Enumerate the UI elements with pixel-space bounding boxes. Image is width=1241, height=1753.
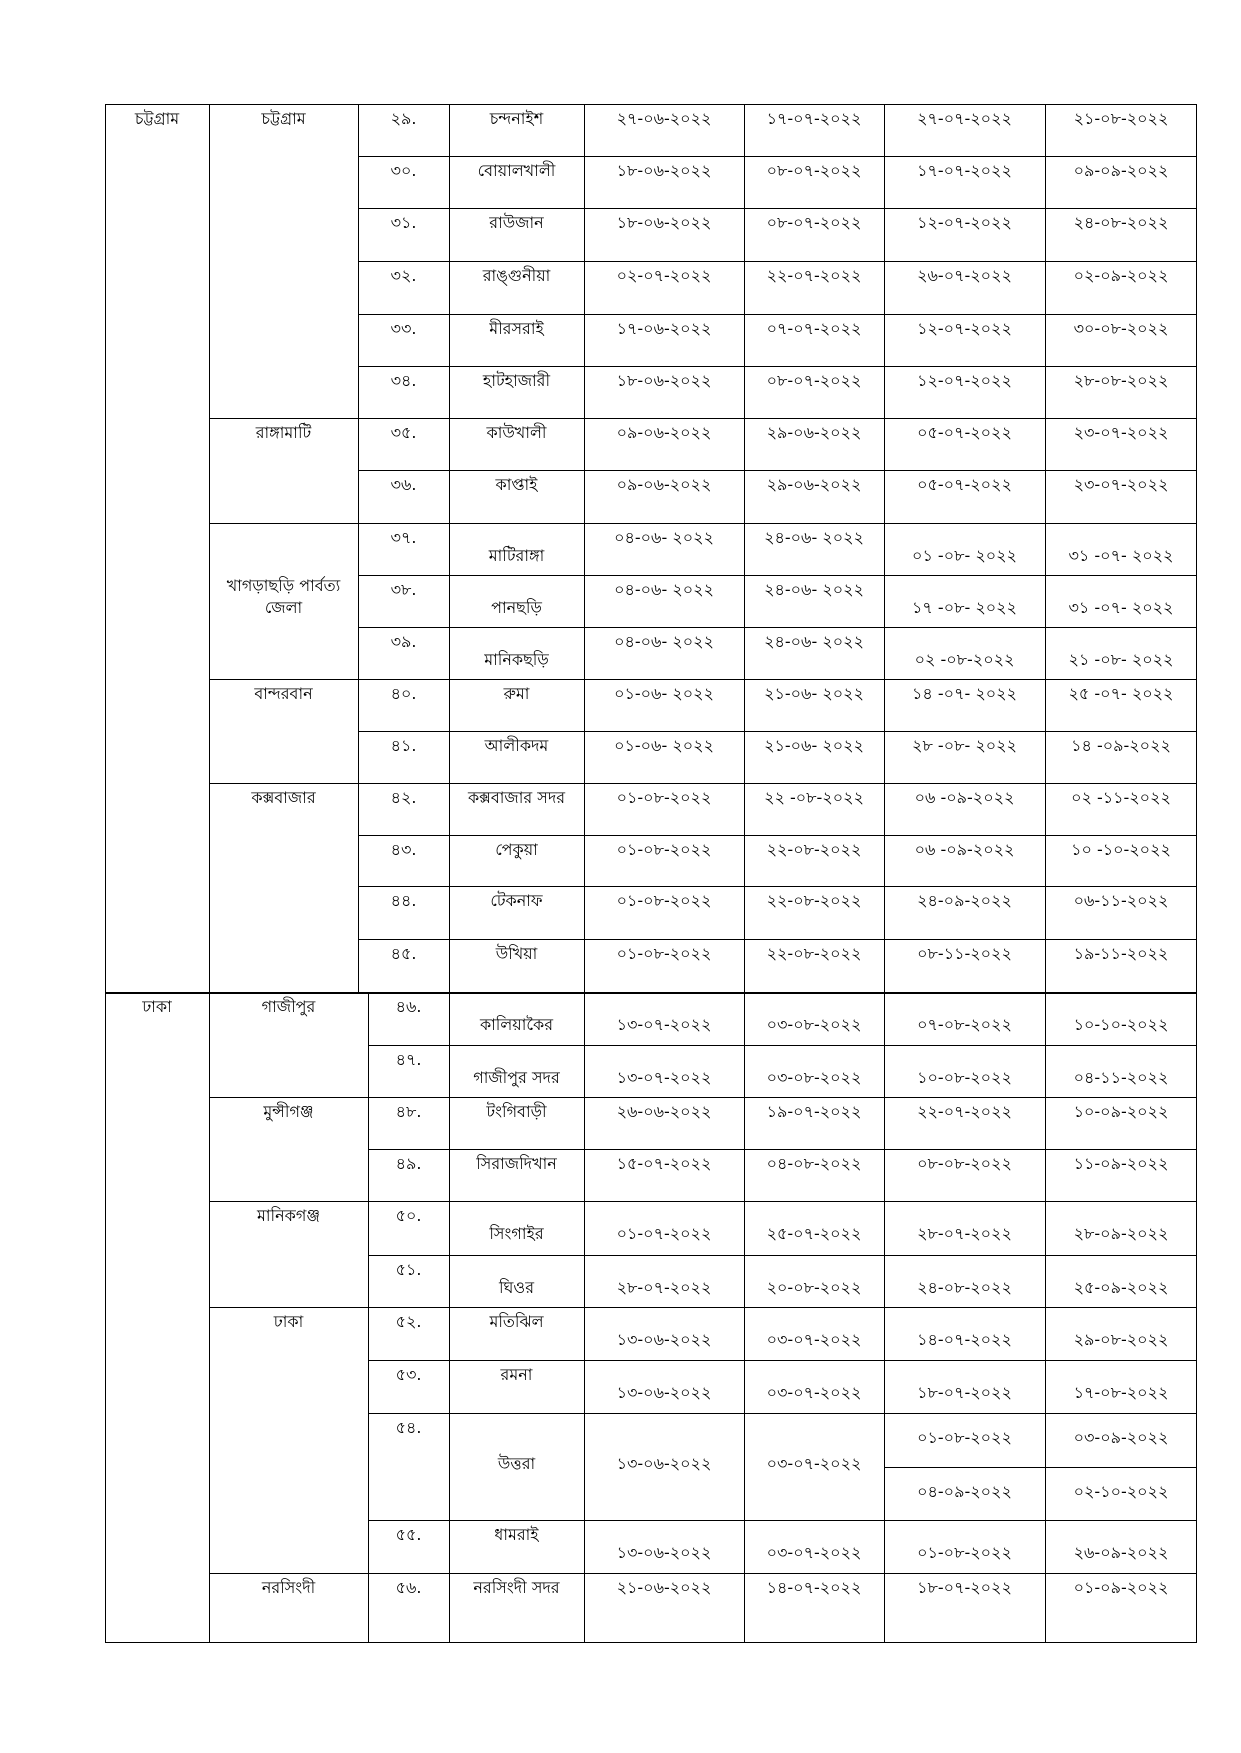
date-cell: ১০-০৯-২০২২ (1073, 1102, 1169, 1121)
date-cell: ২৪-০৬- ২০২২ (764, 580, 864, 599)
date-cell: ২১-০৬-২০২২ (616, 1578, 712, 1597)
serial-number: ৫৬. (395, 1578, 422, 1597)
date-cell: ২৬-০৬-২০২২ (616, 1102, 712, 1121)
date-cell: ১৯-১১-২০২২ (1073, 944, 1169, 963)
row-separator (358, 261, 1197, 262)
date-cell: ০১-০৮-২০২২ (616, 840, 712, 859)
date-cell: ০৩-০৯-২০২২ (1073, 1428, 1169, 1447)
date-cell: ০৩-০৭-২০২২ (766, 1330, 862, 1349)
serial-number: ৪১. (390, 736, 417, 755)
division-column-line (209, 104, 210, 1643)
row-separator (368, 1413, 1197, 1414)
date-cell: ০৯-০৬-২০২২ (616, 475, 712, 494)
serial-number: ৪৮. (395, 1102, 422, 1121)
district-separator (209, 1097, 1197, 1098)
date-cell: ১৭-০৬-২০২২ (616, 319, 712, 338)
district-name: রাঙ্গামাটি (255, 423, 312, 442)
serial-number: ৩৭. (390, 528, 417, 547)
date-cell: ০৮-০৭-২০২২ (766, 371, 862, 390)
row-separator (368, 1045, 1197, 1046)
serial-number: ৪৬. (395, 997, 422, 1016)
row-separator (358, 731, 1197, 732)
upazila-name: উত্তরা (497, 1454, 536, 1473)
date-cell: ০৫-০৭-২০২২ (917, 475, 1012, 494)
date-cell: ২২-০৭-২০২২ (917, 1102, 1012, 1121)
district-name: নরসিংদী (261, 1578, 316, 1597)
date-cell: ০৩-০৭-২০২২ (766, 1383, 862, 1402)
date-cell: ১৯-০৭-২০২২ (766, 1102, 862, 1121)
upazila-name: মীরসরাই (489, 319, 544, 338)
upazila-name: কালিয়াকৈর (479, 1015, 554, 1034)
row-separator (358, 208, 1197, 209)
date-cell: ৩১ -০৭- ২০২২ (1068, 546, 1174, 565)
date-cell: ১৪-০৭-২০২২ (917, 1330, 1012, 1349)
district-name: মানিকগঞ্জ (256, 1206, 320, 1225)
date-cell: ০২ -০৮-২০২২ (914, 650, 1015, 669)
serial-number: ৩৬. (390, 475, 417, 494)
date-cell: ২৩-০৭-২০২২ (1073, 423, 1169, 442)
upazila-name: রুমা (503, 684, 530, 703)
date-cell: ১০-০৮-২০২২ (917, 1068, 1012, 1087)
date-cell: ২১-০৬- ২০২২ (764, 736, 864, 755)
district-name: কক্সবাজার (251, 788, 316, 807)
date-cell: ১৩-০৬-২০২২ (616, 1330, 712, 1349)
serial-number: ৫৪. (395, 1418, 422, 1437)
table-border-bottom (105, 1642, 1197, 1643)
date-cell: ০৭-০৮-২০২২ (917, 1015, 1012, 1034)
date-cell: ২৯-০৬-২০২২ (766, 423, 862, 442)
date-cell: ২৭-০৬-২০২২ (616, 109, 712, 128)
date-cell: ০১-০৮-২০২২ (917, 1543, 1012, 1562)
date-cell: ০৪-১১-২০২২ (1073, 1068, 1169, 1087)
district-name: বান্দরবান (254, 684, 313, 703)
date-cell: ২৪-০৬- ২০২২ (764, 632, 864, 651)
district-separator (209, 1307, 1197, 1308)
serial-number: ৫২. (395, 1312, 422, 1331)
district-name: খাগড়াছড়ি পার্বত্য জেলা (226, 576, 341, 617)
date-cell: ২২-০৮-২০২২ (766, 840, 862, 859)
date-cell: ২৪-০৯-২০২২ (917, 891, 1012, 910)
date-cell: ০২-১০-২০২২ (1073, 1482, 1169, 1501)
district-separator (209, 783, 1197, 784)
upazila-name: পেকুয়া (495, 840, 538, 859)
date-cell: ০৮-১১-২০২২ (917, 944, 1012, 963)
table-border-top (105, 104, 1197, 105)
upazila-name: রমনা (500, 1365, 533, 1384)
date-cell: ২৫-০৭-২০২২ (766, 1224, 862, 1243)
date-cell: ১৮-০৭-২০২২ (917, 1578, 1012, 1597)
row-separator (358, 939, 1197, 940)
date-cell: ০১-০৮-২০২২ (616, 891, 712, 910)
row-separator (358, 314, 1197, 315)
upazila-name: টংগিবাড়ী (486, 1102, 547, 1121)
serial-number: ৪০. (390, 684, 417, 703)
date-cell: ০৩-০৭-২০২২ (766, 1543, 862, 1562)
date-cell: ২৮ -০৮- ২০২২ (912, 736, 1017, 755)
date-cell: ১৪ -০৯-২০২২ (1071, 736, 1171, 755)
row-separator (368, 1255, 1197, 1256)
serial-number: ৩৯. (390, 632, 417, 651)
district-name: গাজীপুর (261, 997, 316, 1016)
row-separator (358, 575, 1197, 576)
date-cell: ০৪-০৬- ২০২২ (614, 528, 714, 547)
division-separator (105, 992, 1197, 994)
table-border-left (105, 104, 106, 1643)
serial-number: ৩২. (390, 266, 417, 285)
upazila-name: কাপ্তাই (495, 475, 538, 494)
date-cell: ২৮-০৭-২০২২ (616, 1278, 712, 1297)
date-cell: ১৭-০৭-২০২২ (917, 161, 1012, 180)
date-cell: ০৩-০৮-২০২২ (766, 1068, 862, 1087)
date-cell: ২৪-০৬- ২০২২ (764, 528, 864, 547)
serial-number: ৩৩. (390, 319, 417, 338)
row-separator (358, 627, 1197, 628)
upazila-name: সিংগাইর (489, 1224, 544, 1243)
row-separator (358, 835, 1197, 836)
row-separator (368, 1360, 1197, 1361)
date-cell: ০৫-০৭-২০২২ (917, 423, 1012, 442)
upazila-name: মতিঝিল (489, 1312, 544, 1331)
date-cell: ০১-০৯-২০২২ (1073, 1578, 1169, 1597)
division-name: ঢাকা (142, 997, 172, 1016)
upazila-name: টেকনাফ (490, 891, 543, 910)
date-cell: ১৪-০৭-২০২২ (766, 1578, 862, 1597)
date-cell: ২৭-০৭-২০২২ (917, 109, 1012, 128)
date-cell: ২৪-০৮-২০২২ (917, 1278, 1012, 1297)
date-cell: ১৮-০৬-২০২২ (616, 161, 712, 180)
serial-number: ৩৪. (390, 371, 417, 390)
row-separator (358, 470, 1197, 471)
date-cell: ২৫ -০৭- ২০২২ (1068, 684, 1174, 703)
serial-number: ৪৪. (390, 891, 417, 910)
date-cell: ১৩-০৭-২০২২ (616, 1015, 712, 1034)
date-cell: ১৭ -০৮- ২০২২ (912, 598, 1017, 617)
date-cell: ১৩-০৬-২০২২ (616, 1543, 712, 1562)
date-cell: ২১ -০৮- ২০২২ (1068, 650, 1174, 669)
date-cell: ২৬-০৭-২০২২ (917, 266, 1012, 285)
district-separator (209, 679, 1197, 680)
date-cell: ১০-১০-২০২২ (1073, 1015, 1169, 1034)
date-cell: ০৮-০৭-২০২২ (766, 213, 862, 232)
upazila-name: কাউখালী (486, 423, 547, 442)
upazila-name: রাঙ্গুনীয়া (482, 266, 551, 285)
upazila-name: নরসিংদী সদর (473, 1578, 560, 1597)
date-cell: ৩০-০৮-২০২২ (1073, 319, 1169, 338)
serial-number: ৫০. (395, 1206, 422, 1225)
schedule-table (105, 104, 1197, 1643)
date-cell: ০২-০৯-২০২২ (1073, 266, 1169, 285)
date-cell: ০৬ -০৯-২০২২ (914, 788, 1015, 807)
date-cell: ২৬-০৯-২০২২ (1073, 1543, 1169, 1562)
date-cell: ২২-০৮-২০২২ (766, 944, 862, 963)
date-cell: ১২-০৭-২০২২ (917, 371, 1012, 390)
upazila-name: চন্দনাইশ (489, 109, 544, 128)
upazila-name: সিরাজদিখান (476, 1154, 557, 1173)
date-cell: ০১-০৮-২০২২ (917, 1428, 1012, 1447)
serial-number: ৪২. (390, 788, 417, 807)
date-cell: ১১-০৯-২০২২ (1073, 1154, 1169, 1173)
date-cell: ১৩-০৬-২০২২ (616, 1454, 712, 1473)
row-separator (358, 156, 1197, 157)
date-cell: ২২-০৭-২০২২ (766, 266, 862, 285)
date-cell: ১২-০৭-২০২২ (917, 213, 1012, 232)
date-cell: ২৪-০৮-২০২২ (1073, 213, 1169, 232)
serial-number: ৫৩. (395, 1365, 422, 1384)
date-cell: ১০ -১০-২০২২ (1071, 840, 1171, 859)
serial-number: ৪৩. (390, 840, 417, 859)
district-name: চট্টগ্রাম (261, 109, 306, 128)
upazila-name: উখিয়া (495, 944, 538, 963)
division-name: চট্টগ্রাম (134, 109, 180, 128)
date-cell: ০৬ -০৯-২০২২ (914, 840, 1015, 859)
row-split-line (884, 1467, 1197, 1468)
date-cell: ২১-০৮-২০২২ (1073, 109, 1169, 128)
date-cell: ২৫-০৯-২০২২ (1073, 1278, 1169, 1297)
serial-number: ৪৭. (395, 1050, 422, 1069)
date-cell: ০৪-০৬- ২০২২ (614, 580, 714, 599)
serial-number: ৪৫. (390, 944, 417, 963)
row-separator (358, 886, 1197, 887)
date-cell: ০১ -০৮- ২০২২ (912, 546, 1017, 565)
date-cell: ০২ -১১-২০২২ (1071, 788, 1171, 807)
district-separator (209, 523, 1197, 524)
date-cell: ২৯-০৮-২০২২ (1073, 1330, 1169, 1349)
date-cell: ১৫-০৭-২০২২ (616, 1154, 712, 1173)
date-cell: ০৩-০৮-২০২২ (766, 1015, 862, 1034)
date-cell: ০৪-০৬- ২০২২ (614, 632, 714, 651)
upazila-name: পানছড়ি (491, 598, 542, 617)
district-name: ঢাকা (273, 1312, 304, 1331)
date-cell: ০১-০৮-২০২২ (616, 944, 712, 963)
date-cell: ২৮-০৯-২০২২ (1073, 1224, 1169, 1243)
upazila-name: রাউজান (489, 213, 544, 232)
upazila-name: ধামরাই (494, 1525, 539, 1544)
date-cell: ৩১ -০৭- ২০২২ (1068, 598, 1174, 617)
serial-number: ৫৫. (395, 1525, 422, 1544)
serial-number: ৫১. (395, 1260, 422, 1279)
date-cell: ১২-০৭-২০২২ (917, 319, 1012, 338)
date-cell: ২০-০৮-২০২২ (766, 1278, 862, 1297)
serial-number: ৪৯. (395, 1154, 422, 1173)
row-separator (358, 366, 1197, 367)
date-cell: ১৩-০৬-২০২২ (616, 1383, 712, 1402)
district-separator (209, 418, 1197, 419)
date-cell: ১৪ -০৭- ২০২২ (912, 684, 1017, 703)
date-cell: ১৮-০৬-২০২২ (616, 213, 712, 232)
upazila-name: কক্সবাজার সদর (467, 788, 566, 807)
row-separator (368, 1149, 1197, 1150)
date-cell: ০১-০৮-২০২২ (616, 788, 712, 807)
serial-number: ৩০. (390, 161, 417, 180)
serial-number: ২৯. (390, 109, 417, 128)
upazila-name: মাটিরাঙ্গা (488, 546, 545, 565)
date-cell: ১৩-০৭-২০২২ (616, 1068, 712, 1087)
date-cell: ০২-০৭-২০২২ (616, 266, 712, 285)
date-cell: ১৭-০৮-২০২২ (1073, 1383, 1169, 1402)
date-cell: ২১-০৬- ২০২২ (764, 684, 864, 703)
date-cell: ২৩-০৭-২০২২ (1073, 475, 1169, 494)
date-cell: ১৭-০৭-২০২২ (766, 109, 862, 128)
upazila-name: হাটহাজারী (482, 371, 551, 390)
date-cell: ০১-০৬- ২০২২ (614, 736, 714, 755)
upazila-name: মানিকছড়ি (484, 650, 549, 669)
date-cell: ০৯-০৬-২০২২ (616, 423, 712, 442)
date-cell: ২৮-০৭-২০২২ (917, 1224, 1012, 1243)
date-cell: ০৮-০৭-২০২২ (766, 161, 862, 180)
date-cell: ২৮-০৮-২০২২ (1073, 371, 1169, 390)
date-cell: ০৪-০৮-২০২২ (766, 1154, 862, 1173)
date-cell: ২২ -০৮-২০২২ (764, 788, 864, 807)
district-name: মুন্সীগঞ্জ (263, 1102, 314, 1121)
serial-number: ৩১. (390, 213, 417, 232)
date-cell: ০৮-০৮-২০২২ (917, 1154, 1012, 1173)
date-cell: ১৮-০৭-২০২২ (917, 1383, 1012, 1402)
upazila-name: বোয়ালখালী (477, 161, 556, 180)
upazila-name: ঘিওর (498, 1278, 535, 1297)
date-cell: ০৭-০৭-২০২২ (766, 319, 862, 338)
date-cell: ০৪-০৯-২০২২ (917, 1482, 1012, 1501)
district-separator (209, 1573, 1197, 1574)
serial-number: ৩৫. (390, 423, 417, 442)
district-separator (209, 1201, 1197, 1202)
serial-number: ৩৮. (390, 580, 417, 599)
upazila-name: আলীকদম (484, 736, 549, 755)
date-cell: ০১-০৭-২০২২ (616, 1224, 712, 1243)
row-separator (368, 1520, 1197, 1521)
upazila-name: গাজীপুর সদর (473, 1068, 560, 1087)
date-cell: ০১-০৬- ২০২২ (614, 684, 714, 703)
date-cell: ০৬-১১-২০২২ (1073, 891, 1169, 910)
date-cell: ২৯-০৬-২০২২ (766, 475, 862, 494)
date-cell: ০৯-০৯-২০২২ (1073, 161, 1169, 180)
date-cell: ০৩-০৭-২০২২ (766, 1454, 862, 1473)
date-cell: ২২-০৮-২০২২ (766, 891, 862, 910)
date-cell: ১৮-০৬-২০২২ (616, 371, 712, 390)
